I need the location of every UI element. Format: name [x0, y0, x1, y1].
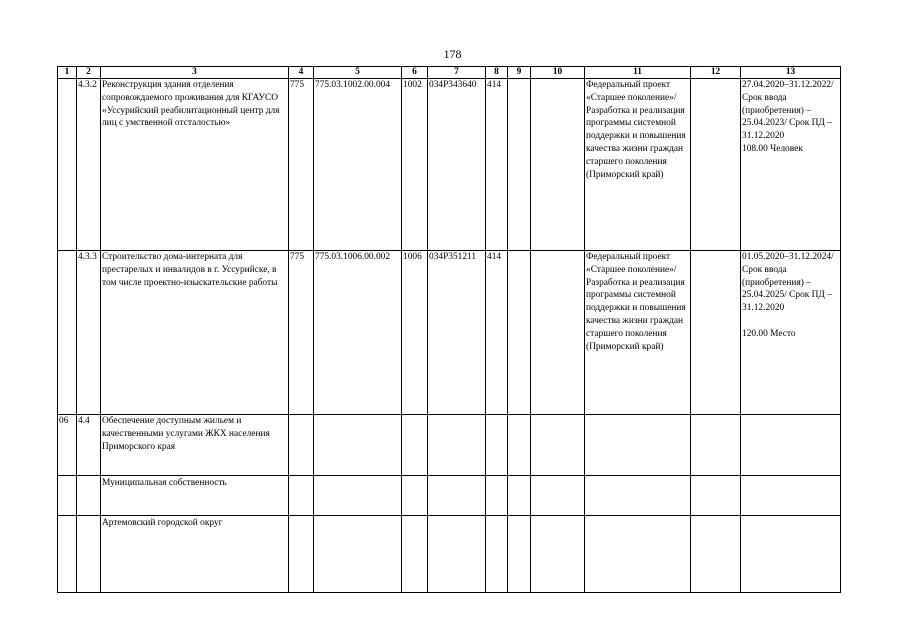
- empty-cell: [585, 476, 691, 516]
- empty-cell: [428, 476, 486, 516]
- header-col-4: 4: [289, 67, 314, 79]
- empty-cell: [508, 516, 531, 593]
- cell-code: [58, 516, 77, 593]
- empty-cell: [486, 415, 508, 476]
- timeline-capacity: 108.00 Человек: [742, 143, 803, 154]
- empty-cell: [289, 516, 314, 593]
- empty-cell: [314, 476, 402, 516]
- empty-cell: [531, 415, 585, 476]
- cell-code: [58, 476, 77, 516]
- header-col-3: 3: [101, 67, 289, 79]
- cell-federal-project: Федеральный проект «Старшее поколение»/Разработка и реализация программы системной поддержки и повышения качества жизни граждан старшего поколения (Приморский край): [585, 251, 691, 415]
- empty-cell: [428, 415, 486, 476]
- table-row: [58, 79, 841, 251]
- cell-item-number: [77, 476, 101, 516]
- empty-cell: [691, 476, 741, 516]
- empty-cell: [585, 415, 691, 476]
- cell-item-number: 4.3.2: [77, 79, 101, 251]
- cell-object-code: 775.03.1006.00.002: [314, 251, 402, 415]
- cell-item-number: 4.4: [77, 415, 101, 476]
- cell-col-12: [691, 79, 741, 251]
- empty-cell: [402, 415, 428, 476]
- empty-cell: [428, 516, 486, 593]
- header-col-10: 10: [531, 67, 585, 79]
- table-row: [58, 251, 841, 415]
- cell-description: Артемовский городской округ: [101, 516, 289, 593]
- timeline-period: 01.05.2020–31.12.2024/ Срок ввода (приобретения) – 25.04.2025/ Срок ПД – 31.12.2020: [742, 252, 834, 314]
- empty-cell: [691, 516, 741, 593]
- cell-object-code: 775.03.1002.00.004: [314, 79, 402, 251]
- cell-code: 06: [58, 415, 77, 476]
- table-row: [58, 516, 841, 593]
- timeline-capacity: 120.00 Место: [742, 328, 796, 339]
- header-col-6: 6: [402, 67, 428, 79]
- cell-description: Строительство дома-интерната для престарелых и инвалидов в г. Уссурийске, в том числе проектно-изыскательские работы: [101, 251, 289, 415]
- header-col-11: 11: [585, 67, 691, 79]
- empty-cell: [314, 516, 402, 593]
- header-col-7: 7: [428, 67, 486, 79]
- cell-col-9: [508, 251, 531, 415]
- cell-item-number: 4.3.3: [77, 251, 101, 415]
- empty-cell: [289, 415, 314, 476]
- empty-cell: [741, 415, 841, 476]
- cell-code: [58, 251, 77, 415]
- empty-cell: [508, 476, 531, 516]
- empty-cell: [486, 476, 508, 516]
- empty-cell: [585, 516, 691, 593]
- cell-col-12: [691, 251, 741, 415]
- empty-cell: [402, 476, 428, 516]
- cell-description: Реконструкция здания отделения сопровождаемого проживания для КГАУСО «Уссурийский реабилитационный центр для лиц с умственной отсталостью»: [101, 79, 289, 251]
- cell-ministry: 775: [289, 251, 314, 415]
- empty-cell: [531, 476, 585, 516]
- empty-cell: [508, 415, 531, 476]
- empty-cell: [486, 516, 508, 593]
- cell-col-10: [531, 79, 585, 251]
- cell-timeline: [741, 251, 841, 415]
- empty-cell: [531, 516, 585, 593]
- cell-expense-type: 414: [486, 251, 508, 415]
- table-row: [58, 415, 841, 476]
- empty-cell: [741, 476, 841, 516]
- cell-description: Муниципальная собственность: [101, 476, 289, 516]
- header-col-5: 5: [314, 67, 402, 79]
- header-col-8: 8: [486, 67, 508, 79]
- header-col-12: 12: [691, 67, 741, 79]
- cell-federal-project: Федеральный проект «Старшее поколение»/Разработка и реализация программы системной поддержки и повышения качества жизни граждан старшего поколения (Приморский край): [585, 79, 691, 251]
- cell-section: 1002: [402, 79, 428, 251]
- cell-expense-type: 414: [486, 79, 508, 251]
- empty-cell: [402, 516, 428, 593]
- empty-cell: [691, 415, 741, 476]
- cell-section: 1006: [402, 251, 428, 415]
- table-row: [58, 476, 841, 516]
- cell-target-article: 034P343640: [428, 79, 486, 251]
- cell-col-10: [531, 251, 585, 415]
- cell-target-article: 034P351211: [428, 251, 486, 415]
- cell-timeline: [741, 79, 841, 251]
- cell-item-number: [77, 516, 101, 593]
- timeline-period: 27.04.2020–31.12.2022/ Срок ввода (приобретения) – 25.04.2023/ Срок ПД – 31.12.2020: [742, 80, 834, 142]
- header-col-1: 1: [58, 67, 77, 79]
- empty-cell: [289, 476, 314, 516]
- cell-ministry: 775: [289, 79, 314, 251]
- cell-code: [58, 79, 77, 251]
- header-col-9: 9: [508, 67, 531, 79]
- cell-col-9: [508, 79, 531, 251]
- empty-cell: [314, 415, 402, 476]
- empty-cell: [741, 516, 841, 593]
- header-col-2: 2: [77, 67, 101, 79]
- cell-description: Обеспечение доступным жильем и качественными услугами ЖКХ населения Приморского края: [101, 415, 289, 476]
- budget-table: [57, 66, 841, 593]
- header-row: [58, 67, 841, 79]
- page-number: 178: [443, 47, 462, 61]
- header-col-13: 13: [741, 67, 841, 79]
